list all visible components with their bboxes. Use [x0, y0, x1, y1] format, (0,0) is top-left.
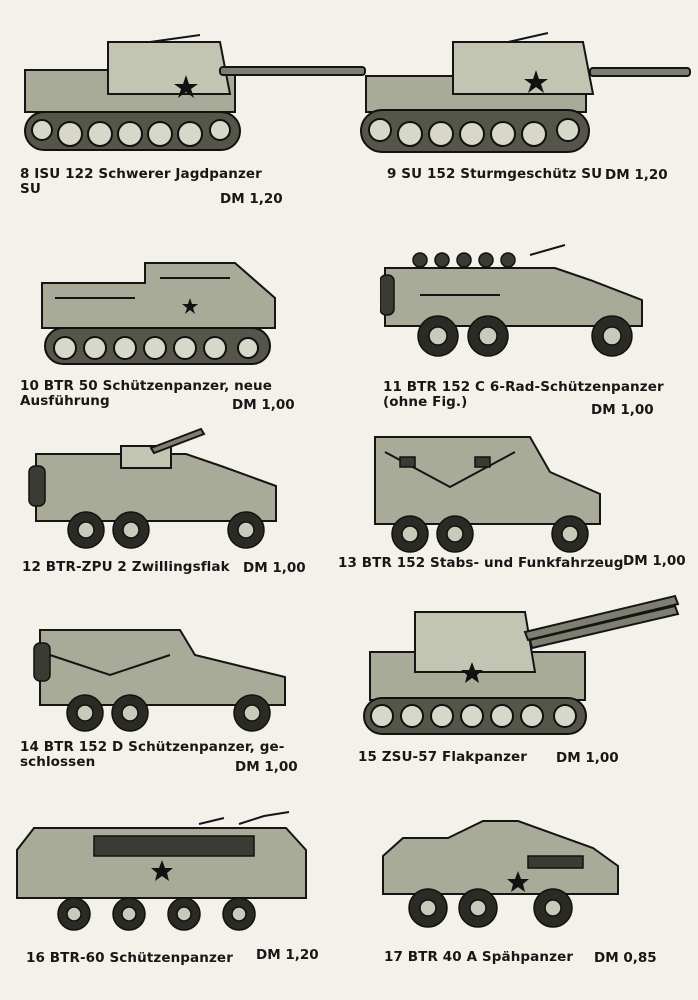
entry-8-caption: 8 ISU 122 Schwerer Jagdpanzer SU [20, 166, 262, 197]
anti-aircraft-tank-icon [360, 592, 680, 740]
tank-destroyer-icon [20, 32, 370, 160]
entry-15-caption: 15 ZSU-57 Flakpanzer [358, 749, 528, 765]
entry-17-price: DM 0,85 [594, 950, 657, 966]
entry-8-price: DM 1,20 [220, 191, 283, 207]
command-radio-vehicle-icon [370, 432, 610, 554]
entry-11-price: DM 1,00 [591, 402, 654, 418]
open-six-wheel-apc-icon [380, 240, 654, 364]
entry-15-price: DM 1,00 [556, 750, 619, 766]
entry-9-price: DM 1,20 [605, 167, 668, 183]
entry-10-caption: 10 BTR 50 Schützenpanzer, neue Ausführung [20, 378, 273, 409]
entry-14-price: DM 1,00 [235, 759, 298, 775]
entry-13-caption: 13 BTR 152 Stabs- und Funkfahrzeug [338, 555, 624, 571]
entry-12-price: DM 1,00 [243, 560, 306, 576]
closed-six-wheel-apc-icon [30, 625, 292, 737]
entry-17-caption: 17 BTR 40 A Spähpanzer [384, 949, 574, 965]
entry-16-price: DM 1,20 [256, 947, 319, 963]
assault-gun-icon [358, 30, 694, 158]
entry-10-price: DM 1,00 [232, 397, 295, 413]
entry-16-caption: 16 BTR-60 Schützenpanzer [26, 950, 233, 966]
entry-14-caption: 14 BTR 152 D Schützenpanzer, ge- schlossen [20, 739, 285, 770]
entry-11-caption: 11 BTR 152 C 6-Rad-Schützenpanzer (ohne Fig.) [383, 379, 664, 410]
entry-12-caption: 12 BTR-ZPU 2 Zwillingsflak [22, 559, 230, 575]
tracked-apc-icon [20, 258, 282, 368]
eight-wheel-apc-icon [14, 810, 314, 934]
twin-flak-truck-icon [26, 426, 284, 552]
scout-car-icon [378, 816, 628, 930]
entry-13-price: DM 1,00 [623, 553, 686, 569]
entry-9-caption: 9 SU 152 Sturmgeschütz SU [387, 166, 603, 182]
